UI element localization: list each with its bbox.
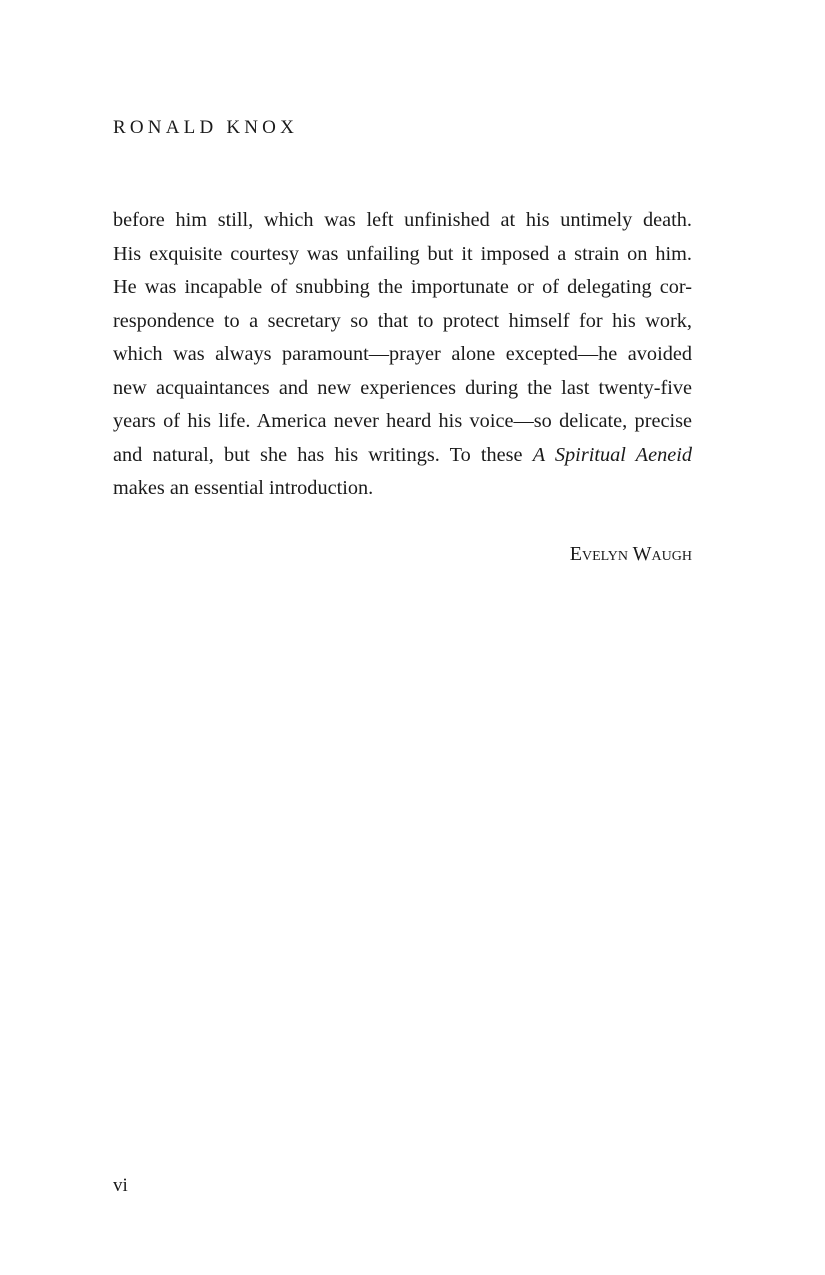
text-line-lead: and natural, but she has his writings. To these (113, 443, 533, 466)
text-line: new acquaintances and new experiences during the last twenty-five (113, 376, 692, 399)
text-line: respondence to a secretary so that to protect himself for his work, (113, 309, 692, 332)
book-title: A Spiritual Aeneid (532, 443, 692, 466)
author-signature: Evelyn Waugh (569, 543, 692, 565)
text-line: before him still, which was left unfinished at his untimely death. (113, 209, 692, 231)
text-line: He was incapable of snubbing the importunate or of delegating cor- (113, 276, 692, 298)
text-line: which was always paramount—prayer alone excepted—he avoided (113, 343, 692, 365)
text-line: years of his life. America never heard his voice—so delicate, precise (113, 410, 692, 432)
body-paragraph (113, 204, 692, 506)
text-line (113, 439, 692, 473)
running-head: RONALD KNOX (113, 117, 298, 138)
page-number: vi (113, 1175, 128, 1196)
text-line: His exquisite courtesy was unfailing but it imposed a strain on him. (113, 242, 692, 265)
text-line: makes an essential introduction. (113, 477, 374, 499)
